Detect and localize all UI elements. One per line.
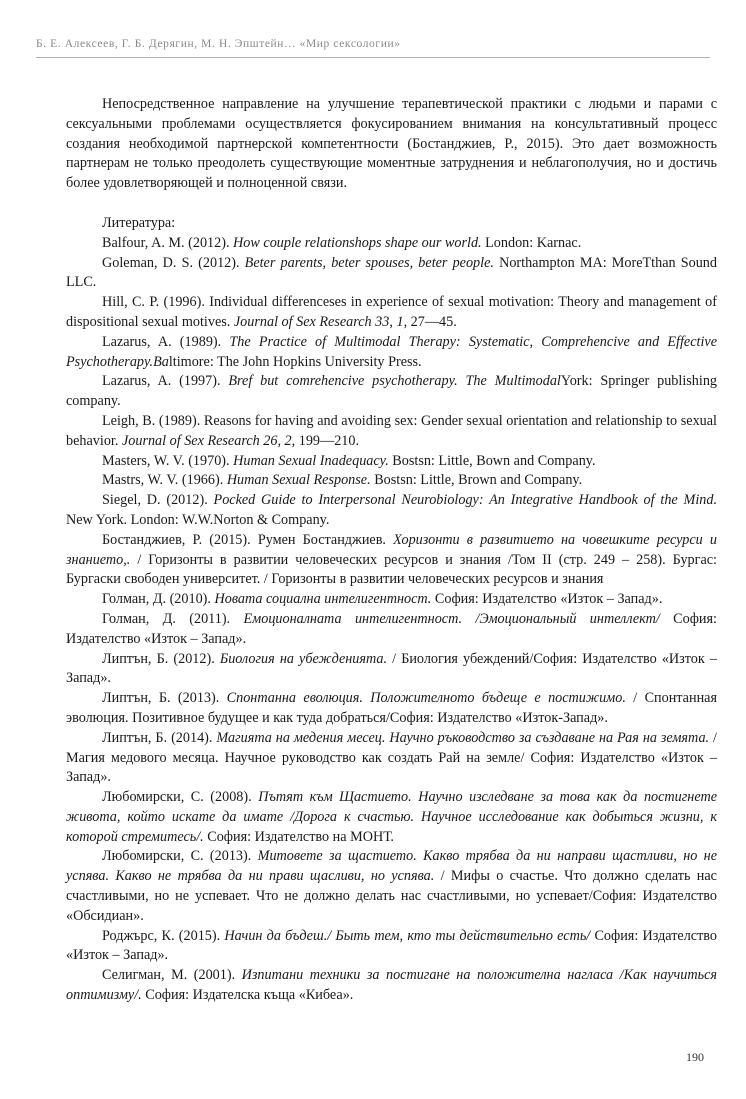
reference-item (66, 847, 717, 926)
reference-post: София: Издателство «Изток – Запад». (66, 610, 717, 647)
reference-pre: Любомирски, С. (2008). (102, 789, 259, 806)
reference-post: София: Издателство на МОНТ. (203, 828, 394, 845)
reference-pre: Голман, Д. (2011). (102, 610, 244, 627)
reference-title: Новата социална интелигентност. (214, 591, 432, 608)
reference-title: Journal of Sex Research 33, 1 (233, 313, 404, 330)
reference-post: Bostsn: Little, Bown and Company. (388, 452, 596, 469)
reference-item (66, 452, 717, 472)
reference-pre: Любомирски, С. (2013). (102, 848, 258, 865)
page-body (66, 95, 717, 1006)
reference-item (66, 788, 717, 847)
reference-pre: Lazarus, A. (1989). (102, 333, 230, 350)
reference-title: Спонтанна еволюция. Положителното бъдеще е постижимо. (226, 690, 626, 707)
reference-title: Journal of Sex Research 26, 2 (121, 432, 292, 449)
reference-title: Пътят към Щастието. Научно изследване за това как да постигнете живота, който искате да имате /Дорога к счастью. Научное исследование как добыться жизни, к которой стремитесь/. (66, 789, 718, 845)
reference-title: Хоризонти в развитието на човешките ресурси и знанието,. (66, 531, 717, 568)
reference-pre: Balfour, A. M. (2012). (102, 234, 234, 251)
body-paragraph: Непосредственное направление на улучшение терапевтической практики с людьми и парами с сексуальными проблемами осуществляется фокусированием внимания на консультативный процесс создания необходимой партнерской компетентности (Бостанджиев, Р., 2015). Это дает возможность партнерам не только преодолеть существующие моментные затруднения и неблагополучия, но и достичь более удовлетворяющей и полноценной связи. (66, 96, 717, 192)
reference-title: The Practice of Multimodal Therapy: Systematic, Comprehencive and Effective Psychotherapy.Ba (66, 333, 717, 370)
reference-post: Northampton MA: MoreTthan Sound LLC. (66, 254, 717, 291)
reference-post: / Спонтанная эволюция. Позитивное будущее и как туда добраться/София: Издателство «Изток-Запад». (66, 690, 717, 726)
reference-title: Pocked Guide to Interpersonal Neurobiology: An Integrative Handbook of the Mind. (213, 492, 717, 509)
reference-item (66, 729, 717, 788)
reference-item (66, 412, 717, 452)
reference-item (66, 491, 717, 531)
reference-pre: Липтън, Б. (2014). (102, 729, 217, 746)
reference-pre: Селигман, М. (2001). (102, 967, 242, 984)
reference-pre: Hill, C. P. (1996). Individual differenceses in experience of sexual motivation: Theory and management of dispositional sexual motives. (66, 294, 717, 330)
reference-pre: Siegel, D. (2012). (102, 492, 214, 509)
reference-post: ltimore: The John Hopkins University Press. (168, 353, 422, 370)
reference-title: How couple relationshops shape our world. (233, 234, 482, 251)
reference-item (66, 650, 717, 690)
reference-pre: Роджърс, К. (2015). (102, 927, 225, 944)
reference-title: Human Sexual Inadequacy. (233, 452, 389, 469)
reference-post: София: Издателство «Изток – Запад». (66, 927, 717, 964)
reference-title: Beter parents, beter spouses, beter people. (244, 254, 494, 271)
reference-post: New York. London: W.W.Norton & Company. (66, 511, 330, 528)
reference-post: Bostsn: Little, Brown and Company. (370, 472, 583, 489)
reference-title: Начин да бъдеш./ Быть тем, кто ты действительно есть/ (224, 927, 591, 944)
reference-post: / Биология убеждений/София: Издателство «Изток – Запад». (66, 650, 717, 687)
reference-pre: Бостанджиев, Р. (2015). Румен Бостанджиев. (102, 531, 394, 548)
reference-item (66, 590, 717, 610)
reference-post: / Горизонты в развитии человеческих ресурсов и знания /Том II (стр. 249 – 258). Бургас: Бургаски свободен университет. / Горизонты в развитии человеческих ресурсов и знания (66, 551, 717, 588)
reference-item (66, 254, 717, 294)
reference-item (66, 689, 717, 729)
reference-item (66, 531, 717, 590)
reference-item (66, 610, 717, 650)
running-header: Б. Е. Алексеев, Г. Б. Дерягин, М. Н. Эпштейн… «Мир сексологии» (36, 38, 401, 50)
reference-title: Bref but comrehencive psychotherapy. The Multimodal (228, 373, 561, 390)
reference-pre: Lazarus, A. (1997). (102, 373, 229, 390)
reference-item (66, 293, 717, 333)
reference-item (66, 372, 717, 412)
reference-title: Емоционалната интелигентност. /Эмоциональный интеллект/ (243, 610, 660, 627)
reference-item (66, 927, 717, 967)
reference-title: Изпитани техники за постигане на положителна нагласа /Как научиться оптимизму/. (66, 967, 717, 1004)
reference-item (66, 471, 717, 491)
reference-post: , 27—45. (403, 313, 457, 330)
reference-post: London: Karnac. (481, 234, 582, 251)
page-number: 190 (686, 1050, 704, 1064)
reference-title: Human Sexual Response. (226, 472, 371, 489)
reference-pre: Липтън, Б. (2012). (102, 650, 220, 667)
reference-item (66, 234, 717, 254)
reference-item (66, 966, 717, 1006)
reference-pre: Липтън, Б. (2013). (102, 690, 227, 707)
reference-pre: Mastrs, W. V. (1966). (102, 472, 227, 489)
reference-pre: Masters, W. V. (1970). (102, 452, 234, 469)
reference-pre: Голман, Д. (2010). (102, 591, 215, 608)
reference-post: York: Springer publishing company. (66, 373, 718, 410)
reference-post: / Магия медового месяца. Научное руководство как создать Рай на земле/ София: Издателство «Изток – Запад». (66, 729, 717, 786)
reference-title: Митовете за щастието. Какво трябва да ни направи щастливи, но не успява. Какво не трябва да ни прави щасливи, но успява. (66, 848, 717, 885)
reference-post: / Мифы о счастье. Что должно сделать нас счастливыми, но не успевает. Что не должно делать нас счастливыми, но успевает/София: Издателство «Обсидиан». (66, 868, 717, 924)
literature-heading: Литература: (102, 214, 176, 231)
reference-post: София: Издателство «Изток – Запад». (431, 591, 663, 608)
reference-item (66, 333, 717, 373)
reference-post: София: Издателска къща «Кибеа». (141, 987, 354, 1004)
reference-pre: Leigh, B. (1989). Reasons for having and avoiding sex: Gender sexual orientation and relationship to sexual behavior. (66, 412, 717, 449)
reference-list (66, 234, 717, 1006)
header-divider (36, 57, 710, 58)
reference-title: Биология на убежденията. (219, 650, 388, 667)
reference-post: , 199—210. (291, 432, 360, 449)
reference-pre: Goleman, D. S. (2012). (102, 254, 245, 271)
reference-title: Магията на медения месец. Научно ръководство за създаване на Рая на земята. (216, 729, 710, 746)
